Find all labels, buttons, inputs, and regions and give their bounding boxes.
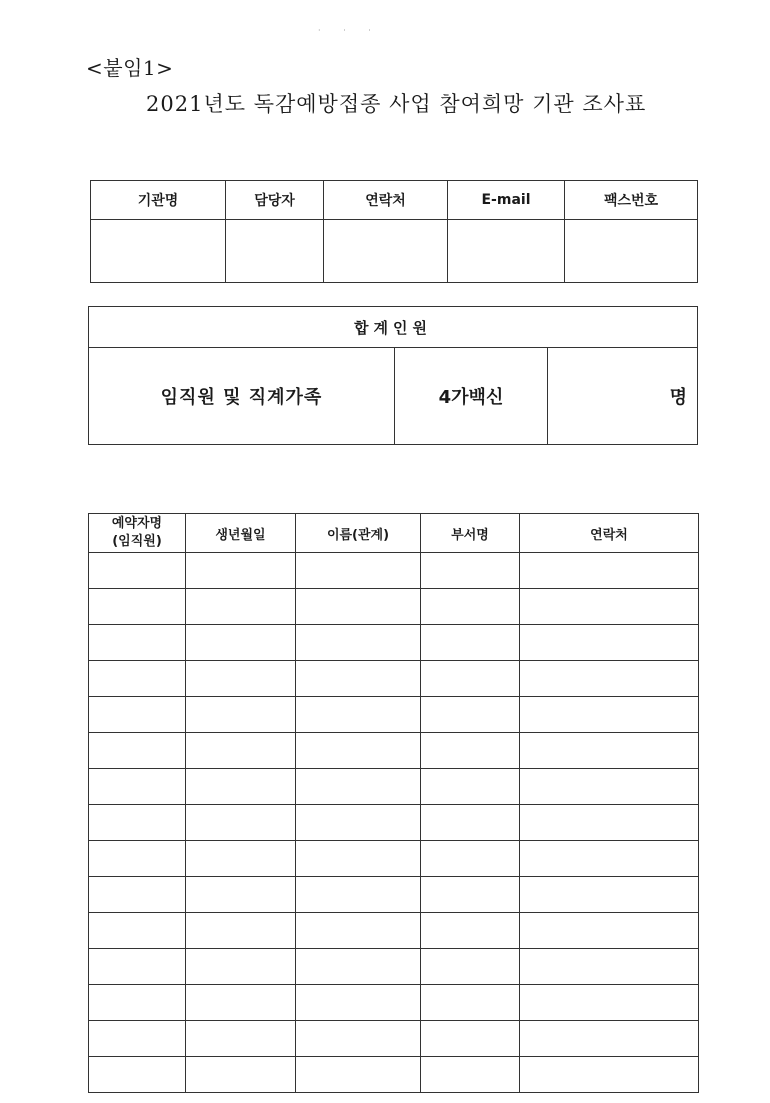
- department-cell[interactable]: [421, 589, 520, 625]
- name-relation-cell[interactable]: [296, 805, 421, 841]
- department-cell[interactable]: [421, 985, 520, 1021]
- header-reserver-name-line1: 예약자명: [111, 516, 163, 531]
- birth-date-cell[interactable]: [186, 1021, 296, 1057]
- staff-family-label: 임직원 및 직계가족: [89, 348, 395, 445]
- contact-cell[interactable]: [520, 841, 699, 877]
- header-department: 부서명: [421, 514, 520, 553]
- department-cell[interactable]: [421, 805, 520, 841]
- name-relation-cell[interactable]: [296, 1021, 421, 1057]
- name-relation-cell[interactable]: [296, 769, 421, 805]
- name-relation-cell[interactable]: [296, 697, 421, 733]
- reserver-name-cell[interactable]: [89, 589, 186, 625]
- name-relation-cell[interactable]: [296, 1057, 421, 1093]
- reserver-name-cell[interactable]: [89, 661, 186, 697]
- department-cell[interactable]: [421, 661, 520, 697]
- department-cell[interactable]: [421, 1021, 520, 1057]
- header-reserver-name: [89, 514, 186, 553]
- birth-date-cell[interactable]: [186, 589, 296, 625]
- name-relation-cell[interactable]: [296, 985, 421, 1021]
- department-cell[interactable]: [421, 733, 520, 769]
- vaccine-type-label: 4가백신: [395, 348, 548, 445]
- birth-date-cell[interactable]: [186, 697, 296, 733]
- department-cell[interactable]: [421, 697, 520, 733]
- total-heading: 합계인원: [89, 307, 698, 348]
- total-count-table: [88, 306, 698, 445]
- scan-specks: · · ·: [318, 26, 381, 35]
- email-cell[interactable]: [448, 220, 565, 283]
- reserver-name-cell[interactable]: [89, 877, 186, 913]
- reservation-table: [88, 513, 699, 1093]
- contact-cell[interactable]: [520, 877, 699, 913]
- table-row: [89, 1021, 699, 1057]
- header-phone: 연락처: [324, 181, 448, 220]
- birth-date-cell[interactable]: [186, 1057, 296, 1093]
- department-cell[interactable]: [421, 877, 520, 913]
- table-row: [89, 913, 699, 949]
- total-body-row: [89, 348, 698, 445]
- fax-cell[interactable]: [565, 220, 698, 283]
- reserver-name-cell[interactable]: [89, 985, 186, 1021]
- reserver-name-cell[interactable]: [89, 841, 186, 877]
- reserver-name-cell[interactable]: [89, 1057, 186, 1093]
- table-row: [89, 625, 699, 661]
- name-relation-cell[interactable]: [296, 841, 421, 877]
- birth-date-cell[interactable]: [186, 913, 296, 949]
- name-relation-cell[interactable]: [296, 733, 421, 769]
- header-email: E-mail: [448, 181, 565, 220]
- table-row: [89, 949, 699, 985]
- birth-date-cell[interactable]: [186, 841, 296, 877]
- reserver-name-cell[interactable]: [89, 625, 186, 661]
- institution-header-row: [91, 181, 698, 220]
- department-cell[interactable]: [421, 949, 520, 985]
- table-row: [89, 697, 699, 733]
- table-row: [89, 985, 699, 1021]
- table-row: [89, 769, 699, 805]
- table-row: [89, 877, 699, 913]
- department-cell[interactable]: [421, 625, 520, 661]
- table-row: [89, 1057, 699, 1093]
- page-title: 2021년도 독감예방접종 사업 참여희망 기관 조사표: [146, 92, 647, 116]
- birth-date-cell[interactable]: [186, 661, 296, 697]
- name-relation-cell[interactable]: [296, 877, 421, 913]
- contact-cell[interactable]: [520, 985, 699, 1021]
- reserver-name-cell[interactable]: [89, 1021, 186, 1057]
- birth-date-cell[interactable]: [186, 625, 296, 661]
- table-row: [89, 733, 699, 769]
- name-relation-cell[interactable]: [296, 589, 421, 625]
- contact-cell[interactable]: [520, 625, 699, 661]
- contact-cell[interactable]: [520, 553, 699, 589]
- birth-date-cell[interactable]: [186, 553, 296, 589]
- contact-cell[interactable]: [520, 589, 699, 625]
- header-fax: 팩스번호: [565, 181, 698, 220]
- total-heading-row: [89, 307, 698, 348]
- name-relation-cell[interactable]: [296, 949, 421, 985]
- reserver-name-cell[interactable]: [89, 553, 186, 589]
- name-relation-cell[interactable]: [296, 913, 421, 949]
- header-reserver-name-line2: (임직원): [112, 534, 162, 549]
- birth-date-cell[interactable]: [186, 805, 296, 841]
- department-cell[interactable]: [421, 913, 520, 949]
- header-institution-name: 기관명: [91, 181, 226, 220]
- attachment-label: <붙임1>: [86, 56, 174, 80]
- institution-input-row: [91, 220, 698, 283]
- contact-cell[interactable]: [520, 733, 699, 769]
- phone-cell[interactable]: [324, 220, 448, 283]
- table-row: [89, 841, 699, 877]
- birth-date-cell[interactable]: [186, 769, 296, 805]
- contact-cell[interactable]: [520, 1021, 699, 1057]
- reserver-name-cell[interactable]: [89, 805, 186, 841]
- birth-date-cell[interactable]: [186, 733, 296, 769]
- person-unit-label: 명: [669, 387, 688, 408]
- header-name-relation: 이름(관계): [296, 514, 421, 553]
- header-contact-person: 담당자: [226, 181, 324, 220]
- table-row: [89, 553, 699, 589]
- contact-cell[interactable]: [520, 805, 699, 841]
- name-relation-cell[interactable]: [296, 553, 421, 589]
- reservation-rows: [89, 553, 699, 1093]
- header-birth-date: 생년월일: [186, 514, 296, 553]
- department-cell[interactable]: [421, 1057, 520, 1093]
- department-cell[interactable]: [421, 841, 520, 877]
- birth-date-cell[interactable]: [186, 877, 296, 913]
- contact-cell[interactable]: [520, 1057, 699, 1093]
- institution-info-table: [90, 180, 698, 283]
- institution-name-cell[interactable]: [91, 220, 226, 283]
- reserver-name-cell[interactable]: [89, 913, 186, 949]
- name-relation-cell[interactable]: [296, 625, 421, 661]
- contact-cell[interactable]: [520, 769, 699, 805]
- table-row: [89, 661, 699, 697]
- reservation-header-row: [89, 514, 699, 553]
- contact-cell[interactable]: [520, 913, 699, 949]
- contact-person-cell[interactable]: [226, 220, 324, 283]
- department-cell[interactable]: [421, 553, 520, 589]
- birth-date-cell[interactable]: [186, 949, 296, 985]
- table-row: [89, 589, 699, 625]
- birth-date-cell[interactable]: [186, 985, 296, 1021]
- contact-cell[interactable]: [520, 661, 699, 697]
- header-contact: 연락처: [520, 514, 699, 553]
- reserver-name-cell[interactable]: [89, 949, 186, 985]
- contact-cell[interactable]: [520, 949, 699, 985]
- table-row: [89, 805, 699, 841]
- contact-cell[interactable]: [520, 697, 699, 733]
- reserver-name-cell[interactable]: [89, 733, 186, 769]
- reserver-name-cell[interactable]: [89, 769, 186, 805]
- name-relation-cell[interactable]: [296, 661, 421, 697]
- person-count-cell[interactable]: [548, 348, 698, 445]
- reserver-name-cell[interactable]: [89, 697, 186, 733]
- department-cell[interactable]: [421, 769, 520, 805]
